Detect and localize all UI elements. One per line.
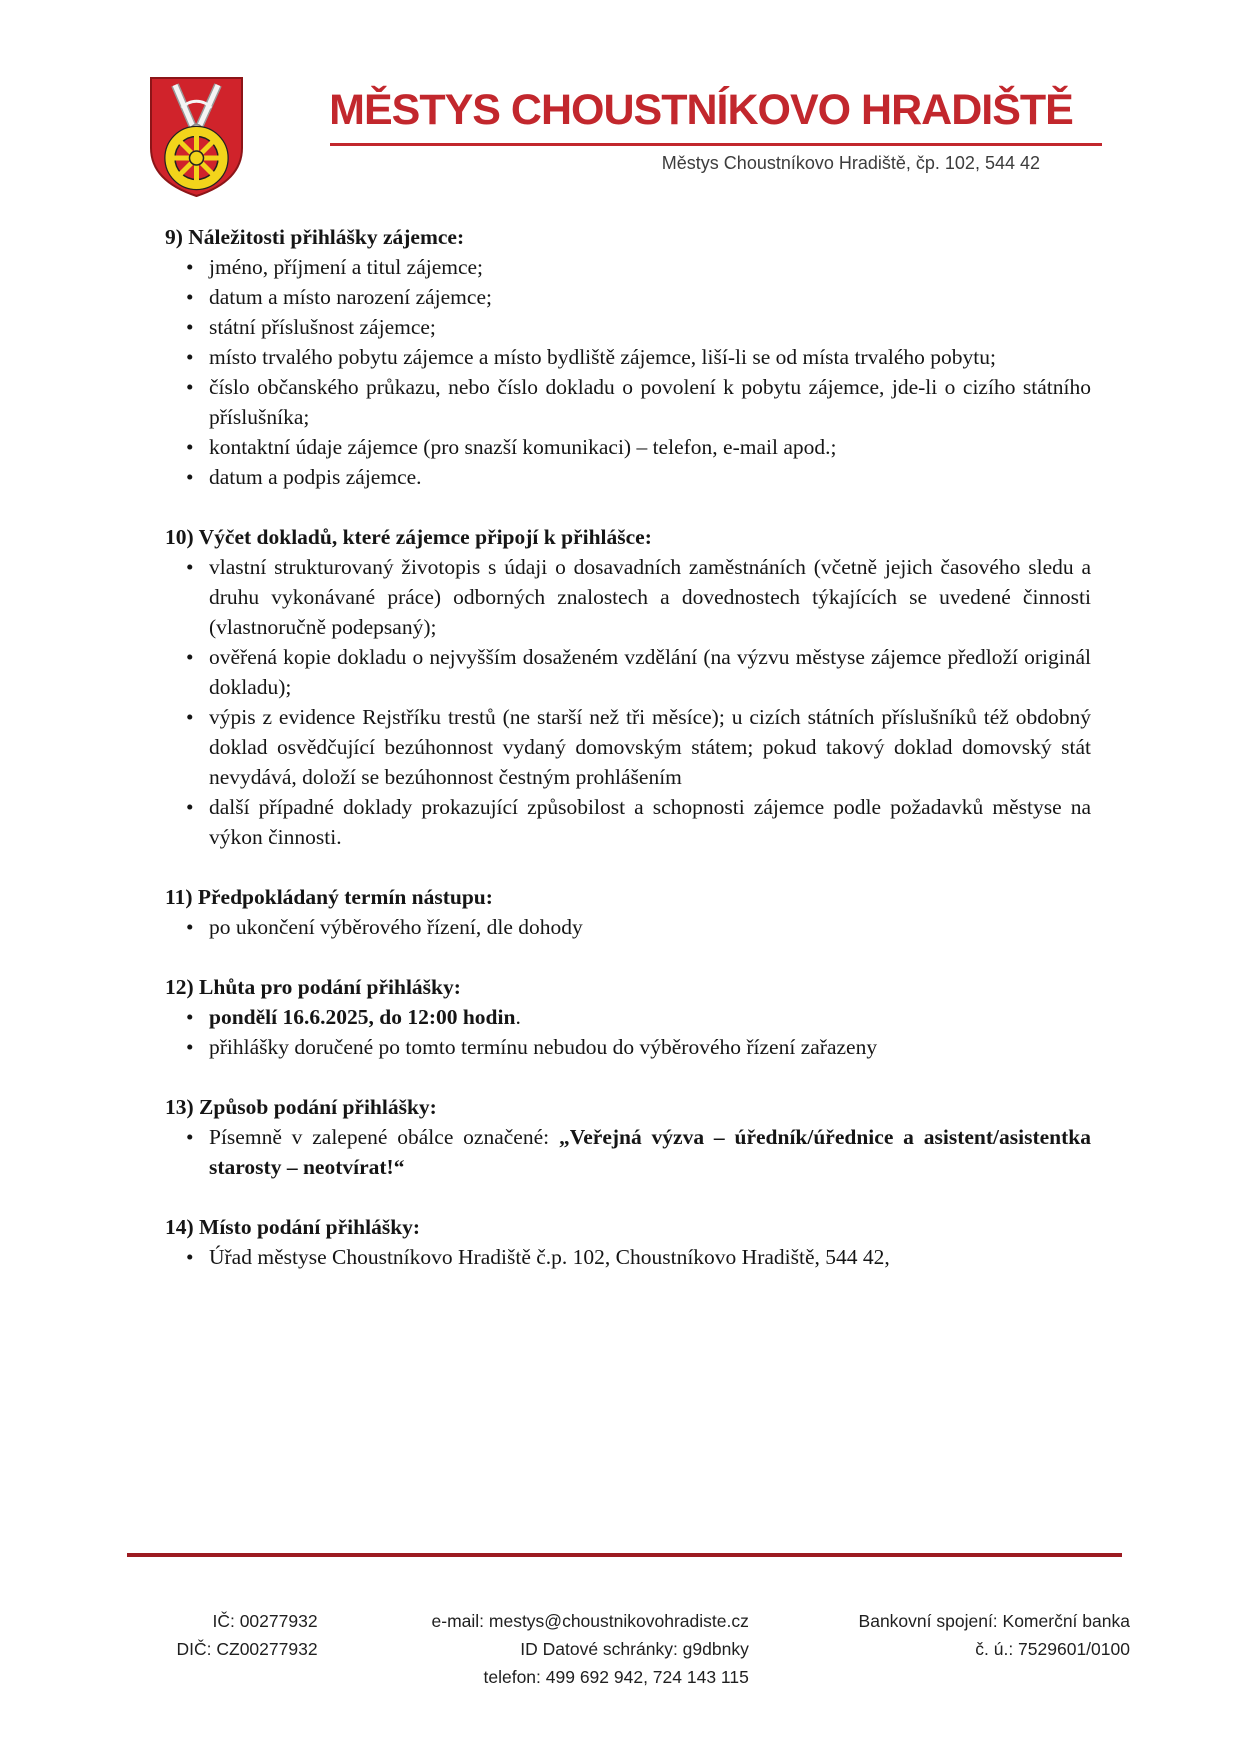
- list-item: • další případné doklady prokazující způsobilost a schopnosti zájemce podle požadavků městyse na výkon činnosti.: [165, 792, 1091, 852]
- bullet-list: [165, 912, 1091, 942]
- list-item: • místo trvalého pobytu zájemce a místo bydliště zájemce, liší-li se od místa trvalého pobytu;: [165, 342, 1091, 372]
- list-item: • výpis z evidence Rejstříku trestů (ne starší než tři měsíce); u cizích státních příslušníků též obdobný doklad osvědčující bezúhonnost vydaný domovským státem; pokud takový doklad domovský stát nevydává, doloží se bezúhonnost čestným prohlášením: [165, 702, 1091, 792]
- deadline-text: pondělí 16.6.2025, do 12:00 hodin: [209, 1005, 516, 1029]
- section-11: [165, 882, 1091, 942]
- header-divider: [330, 143, 1102, 146]
- footer-divider: [127, 1553, 1122, 1557]
- list-item: • datum a podpis zájemce.: [165, 462, 1091, 492]
- list-item: • státní příslušnost zájemce;: [165, 312, 1091, 342]
- section-heading: 9) Náležitosti přihlášky zájemce:: [165, 225, 465, 249]
- section-10: [165, 522, 1091, 852]
- list-item: • jméno, příjmení a titul zájemce;: [165, 252, 1091, 282]
- section-heading: 13) Způsob podání přihlášky:: [165, 1095, 437, 1119]
- page-title: MĚSTYS CHOUSTNÍKOVO HRADIŠTĚ: [329, 86, 1073, 134]
- list-item: [165, 1122, 1091, 1182]
- footer-bank-name: Bankovní spojení: Komerční banka: [858, 1611, 1130, 1631]
- municipality-coat-of-arms: [148, 76, 245, 199]
- footer-contacts: [318, 1607, 749, 1691]
- list-item: • přihlášky doručené po tomto termínu nebudou do výběrového řízení zařazeny: [165, 1032, 1091, 1062]
- bullet-list: [165, 1242, 1091, 1272]
- footer-ids: [127, 1607, 318, 1691]
- list-item: • vlastní strukturovaný životopis s údaji o dosavadních zaměstnáních (včetně jejich časového sledu a druhu vykonávané práce) odborných znalostech a dovednostech týkajících se uvedené činnosti (vlastnoručně podepsaný);: [165, 552, 1091, 642]
- list-item: • po ukončení výběrového řízení, dle dohody: [165, 912, 1091, 942]
- bullet-list: [165, 252, 1091, 492]
- list-item: • ověřená kopie dokladu o nejvyšším dosaženém vzdělání (na výzvu městyse zájemce předloží originál dokladu);: [165, 642, 1091, 702]
- list-item: • číslo občanského průkazu, nebo číslo dokladu o povolení k pobytu zájemce, jde-li o cizího státního příslušníka;: [165, 372, 1091, 432]
- section-12: [165, 972, 1091, 1062]
- wagon-wheel-icon: [165, 127, 228, 190]
- footer-email: e-mail: mestys@choustnikovohradiste.cz: [431, 1611, 749, 1631]
- section-heading: 11) Předpokládaný termín nástupu:: [165, 885, 493, 909]
- section-9: [165, 222, 1091, 492]
- envelope-label: „Veřejná výzva – úředník/úřednice a asistent/asistentka starosty – neotvírat!“: [209, 1125, 1091, 1179]
- bullet-list: [165, 552, 1091, 852]
- footer: [127, 1607, 1130, 1691]
- list-item: • Úřad městyse Choustníkovo Hradiště č.p. 102, Choustníkovo Hradiště, 544 42,: [165, 1242, 1091, 1272]
- footer-databox: ID Datové schránky: g9dbnky: [520, 1639, 749, 1659]
- footer-bank: [749, 1607, 1130, 1691]
- coat-of-arms-icon: [148, 76, 245, 199]
- section-13: [165, 1092, 1091, 1182]
- deadline-period: .: [515, 1005, 521, 1029]
- envelope-instruction: Písemně v zalepené obálce označené:: [209, 1125, 559, 1149]
- footer-account-number: č. ú.: 7529601/0100: [975, 1639, 1130, 1659]
- header-address: Městys Choustníkovo Hradiště, čp. 102, 544 42: [661, 153, 1040, 173]
- section-heading: 12) Lhůta pro podání přihlášky:: [165, 975, 461, 999]
- list-item: [165, 1002, 1091, 1032]
- bullet-list: [165, 1122, 1091, 1182]
- list-item: • kontaktní údaje zájemce (pro snazší komunikaci) – telefon, e-mail apod.;: [165, 432, 1091, 462]
- footer-phone: telefon: 499 692 942, 724 143 115: [483, 1667, 749, 1687]
- list-item: • datum a místo narození zájemce;: [165, 282, 1091, 312]
- bullet-list: [165, 1002, 1091, 1062]
- section-14: [165, 1212, 1091, 1272]
- document-body: [165, 222, 1091, 1272]
- footer-dic: DIČ: CZ00277932: [176, 1639, 318, 1659]
- section-heading: 14) Místo podání přihlášky:: [165, 1215, 421, 1239]
- footer-ic: IČ: 00277932: [212, 1611, 318, 1631]
- section-heading: 10) Výčet dokladů, které zájemce připojí k přihlášce:: [165, 525, 652, 549]
